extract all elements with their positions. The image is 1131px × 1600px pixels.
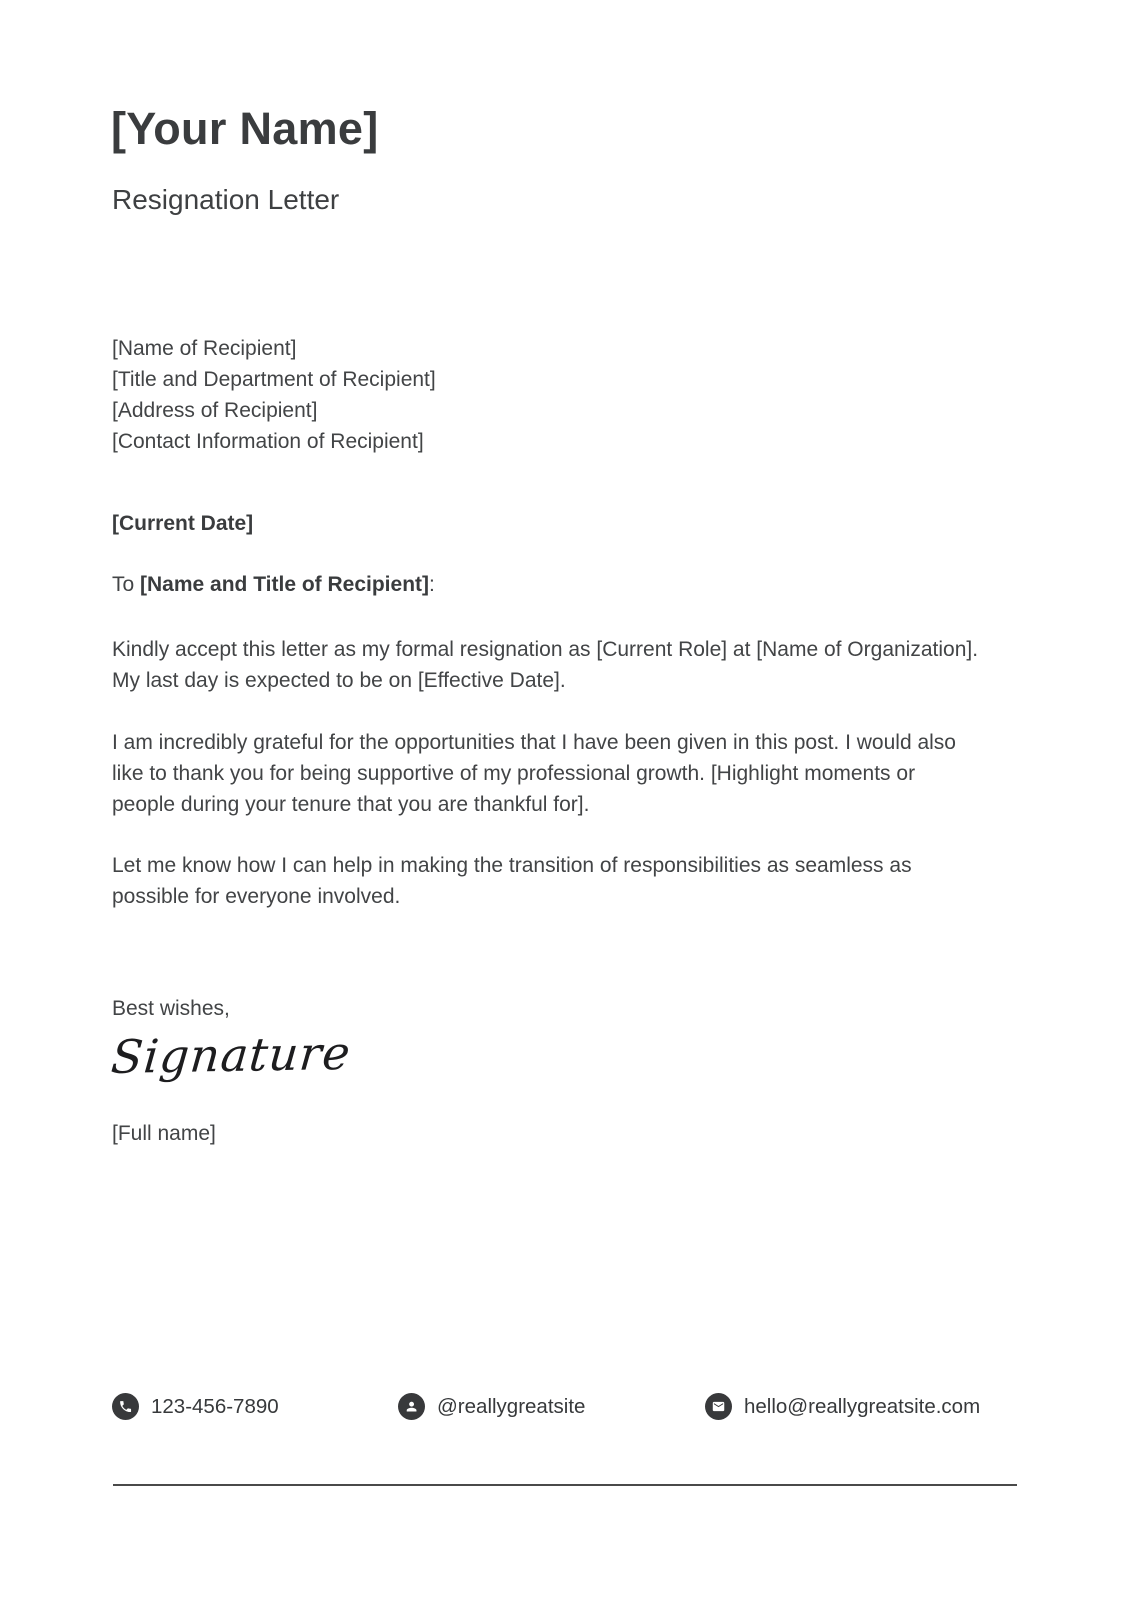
- recipient-address-block: [112, 333, 436, 457]
- salutation-suffix: :: [429, 573, 435, 596]
- footer-email-item: [705, 1393, 980, 1420]
- bottom-divider-line: [113, 1484, 1017, 1486]
- footer-social-text: @reallygreatsite: [437, 1394, 586, 1418]
- footer-email-text: hello@reallygreatsite.com: [744, 1394, 981, 1418]
- salutation-line: [112, 573, 435, 597]
- person-icon: [398, 1393, 425, 1420]
- email-icon: [705, 1393, 732, 1420]
- signer-full-name: [Full name]: [112, 1122, 216, 1145]
- page-subtitle: Resignation Letter: [112, 184, 340, 215]
- recipient-name-line: [Name of Recipient]: [112, 337, 297, 360]
- page-title: [Your Name]: [111, 103, 379, 154]
- recipient-title-line: [Title and Department of Recipient]: [112, 368, 436, 391]
- footer-phone-text: 123-456-7890: [151, 1394, 279, 1418]
- salutation-prefix: To: [112, 573, 141, 596]
- phone-icon: [112, 1393, 139, 1420]
- paragraph-transition-offer: Let me know how I can help in making the transition of responsibilities as seamless as possible for everyone involved.: [112, 854, 912, 908]
- salutation-recipient: [Name and Title of Recipient]: [140, 573, 430, 596]
- recipient-address-line: [Address of Recipient]: [112, 399, 318, 422]
- paragraph-resignation-statement: Kindly accept this letter as my formal resignation as [Current Role] at [Name of Organization]. My last day is expected to be on [Effective Date].: [112, 638, 979, 692]
- closing-line: Best wishes,: [112, 997, 230, 1020]
- current-date: [Current Date]: [112, 512, 254, 535]
- footer-phone-item: [112, 1393, 279, 1420]
- recipient-contact-line: [Contact Information of Recipient]: [112, 430, 424, 453]
- handwritten-signature: Signature: [109, 1025, 354, 1084]
- paragraph-gratitude: I am incredibly grateful for the opportunities that I have been given in this post. I would also like to thank you for being supportive of my professional growth. [Highlight moments or people during your tenure that you are thankful for].: [112, 731, 956, 816]
- footer-social-item: [398, 1393, 585, 1420]
